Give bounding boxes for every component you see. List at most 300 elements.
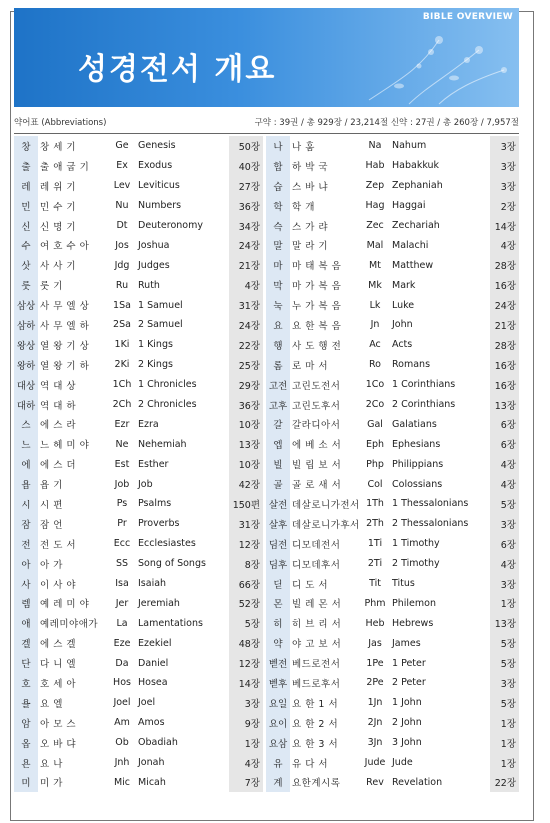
book-abbr-ko: 골 [266, 474, 290, 494]
chapter-count: 8장 [229, 554, 263, 574]
book-name-en: Ezra [138, 418, 159, 430]
book-abbr-ko: 암 [14, 713, 38, 733]
book-row [266, 216, 519, 236]
book-abbr-en: Zec [360, 216, 390, 236]
book-name-ko: 사 사 기 [40, 261, 77, 273]
book-name-ko: 말 라 기 [292, 241, 329, 253]
book-abbr-ko: 애 [14, 613, 38, 633]
book-row [14, 136, 263, 156]
book-abbr-en: Tit [360, 574, 390, 594]
title-banner [14, 8, 519, 107]
book-row [14, 156, 263, 176]
book-name-en: 3 John [392, 737, 422, 749]
book-abbr-en: Mt [360, 255, 390, 275]
book-abbr-en: Ne [108, 434, 136, 454]
book-abbr-en: Jer [108, 593, 136, 613]
book-name-ko: 빌 립 보 서 [292, 460, 342, 472]
book-name-ko: 마 태 복 음 [292, 261, 342, 273]
book-row [14, 315, 263, 335]
chapter-count: 13장 [490, 613, 519, 633]
book-abbr-en: Hab [360, 156, 390, 176]
book-name-en: Proverbs [138, 518, 180, 530]
book-row [266, 613, 519, 633]
book-abbr-en: Isa [108, 574, 136, 594]
book-row [266, 593, 519, 613]
book-abbr-ko: 왕상 [14, 335, 38, 355]
chapter-count: 1장 [490, 713, 519, 733]
book-name-en: Nehemiah [138, 438, 187, 450]
chapter-count: 36장 [229, 395, 263, 415]
book-abbr-ko: 요이 [266, 713, 290, 733]
chapter-count: 4장 [229, 275, 263, 295]
book-abbr-en: Ps [108, 494, 136, 514]
book-abbr-ko: 창 [14, 136, 38, 156]
book-row [266, 315, 519, 335]
book-name-ko: 스 가 랴 [292, 221, 329, 233]
book-abbr-ko: 슥 [266, 216, 290, 236]
book-row [266, 534, 519, 554]
book-abbr-en: Col [360, 474, 390, 494]
chapter-count: 4장 [229, 753, 263, 773]
meta-bar [14, 116, 519, 130]
book-name-en: 2 Samuel [138, 319, 183, 331]
book-name-en: 2 Peter [392, 677, 426, 689]
book-name-ko: 요 한 3 서 [292, 738, 339, 750]
book-abbr-en: Jude [360, 753, 390, 773]
book-abbr-en: Job [108, 474, 136, 494]
book-counts: 구약 : 39권 / 총 929장 / 23,214절 신약 : 27권 / 총 260장 / 7,957절 [254, 118, 519, 128]
book-name-ko: 히 브 리 서 [292, 619, 342, 631]
book-name-en: Zephaniah [392, 180, 443, 192]
banner-tag: BIBLE OVERVIEW [422, 12, 513, 22]
book-abbr-ko: 민 [14, 196, 38, 216]
book-row [266, 395, 519, 415]
chapter-count: 29장 [229, 375, 263, 395]
chapter-count: 2장 [490, 196, 519, 216]
book-name-en: Judges [138, 259, 170, 271]
book-name-ko: 역 대 하 [40, 400, 77, 412]
book-name-ko: 전 도 서 [40, 539, 77, 551]
book-abbr-ko: 히 [266, 613, 290, 633]
chapter-count: 21장 [229, 255, 263, 275]
book-name-en: 1 Timothy [392, 538, 440, 550]
chapter-count: 4장 [490, 235, 519, 255]
book-row [266, 494, 519, 514]
book-row [266, 633, 519, 653]
floral-decoration-icon [359, 30, 509, 106]
book-name-ko: 출 애 굽 기 [40, 161, 90, 173]
book-row [266, 693, 519, 713]
book-name-ko: 데살로니가전서 [292, 499, 360, 511]
book-row [14, 196, 263, 216]
chapter-count: 40장 [229, 156, 263, 176]
book-row [266, 454, 519, 474]
book-row [266, 713, 519, 733]
book-name-ko: 골 로 새 서 [292, 480, 342, 492]
book-name-ko: 아 가 [40, 559, 63, 571]
book-abbr-ko: 요일 [266, 693, 290, 713]
chapter-count: 5장 [490, 494, 519, 514]
book-abbr-ko: 출 [14, 156, 38, 176]
book-abbr-ko: 학 [266, 196, 290, 216]
book-abbr-en: Hag [360, 196, 390, 216]
chapter-count: 24장 [490, 295, 519, 315]
book-abbr-ko: 왕하 [14, 355, 38, 375]
book-row [266, 295, 519, 315]
book-abbr-ko: 빌 [266, 454, 290, 474]
book-abbr-ko: 에 [14, 454, 38, 474]
book-name-ko: 야 고 보 서 [292, 639, 342, 651]
book-name-en: Deuteronomy [138, 220, 203, 231]
book-row [266, 235, 519, 255]
book-abbr-ko: 겔 [14, 633, 38, 653]
book-row [14, 713, 263, 733]
book-row [14, 673, 263, 693]
book-abbr-ko: 욥 [14, 474, 38, 494]
book-abbr-ko: 삼상 [14, 295, 38, 315]
chapter-count: 50장 [229, 136, 263, 156]
book-name-ko: 누 가 복 음 [292, 301, 342, 313]
book-abbr-en: 2Jn [360, 713, 390, 733]
book-name-en: 1 Thessalonians [392, 498, 469, 510]
chapter-count: 3장 [490, 574, 519, 594]
book-name-en: Hosea [138, 677, 168, 689]
book-row [14, 176, 263, 196]
book-name-en: Hebrews [392, 617, 434, 629]
book-abbr-en: Joel [108, 693, 136, 713]
book-name-ko: 사 도 행 전 [292, 340, 342, 352]
book-abbr-ko: 눅 [266, 295, 290, 315]
book-name-en: Jonah [138, 757, 165, 769]
chapter-count: 48장 [229, 633, 263, 653]
chapter-count: 5장 [490, 653, 519, 673]
book-abbr-ko: 렘 [14, 593, 38, 613]
book-abbr-ko: 살전 [266, 494, 290, 514]
book-name-ko: 디 도 서 [292, 579, 329, 591]
book-abbr-ko: 호 [14, 673, 38, 693]
book-name-en: Amos [138, 717, 165, 729]
chapter-count: 31장 [229, 514, 263, 534]
book-abbr-ko: 고전 [266, 375, 290, 395]
book-row [14, 574, 263, 594]
book-name-en: Song of Songs [138, 558, 206, 570]
book-name-ko: 호 세 아 [40, 678, 77, 690]
book-abbr-en: Da [108, 653, 136, 673]
book-name-ko: 디모데후서 [292, 559, 341, 571]
book-name-en: Genesis [138, 140, 176, 152]
book-abbr-en: Jn [360, 315, 390, 335]
book-name-ko: 역 대 상 [40, 380, 77, 392]
book-name-ko: 에 스 라 [40, 420, 77, 432]
book-abbr-en: 1Ch [108, 375, 136, 395]
chapter-count: 42장 [229, 474, 263, 494]
book-abbr-en: Jas [360, 633, 390, 653]
book-name-ko: 마 가 복 음 [292, 281, 342, 293]
book-abbr-en: Ob [108, 733, 136, 753]
book-row [266, 414, 519, 434]
book-name-ko: 요 나 [40, 758, 63, 770]
book-abbr-ko: 습 [266, 176, 290, 196]
book-name-ko: 요한계시록 [292, 778, 341, 790]
chapter-count: 3장 [490, 176, 519, 196]
book-abbr-ko: 전 [14, 534, 38, 554]
chapter-count: 4장 [490, 554, 519, 574]
book-abbr-ko: 딤전 [266, 534, 290, 554]
chapter-count: 13장 [490, 395, 519, 415]
book-name-ko: 룻 기 [40, 281, 63, 293]
chapter-count: 6장 [490, 534, 519, 554]
book-name-en: Leviticus [138, 180, 180, 192]
book-row [266, 554, 519, 574]
book-name-ko: 에 스 더 [40, 460, 77, 472]
book-abbr-ko: 단 [14, 653, 38, 673]
page-title: 성경전서 개요 [78, 52, 277, 87]
book-abbr-ko: 엡 [266, 434, 290, 454]
book-name-ko: 빌 레 몬 서 [292, 599, 342, 611]
book-name-ko: 고린도후서 [292, 400, 341, 412]
book-name-en: Nahum [392, 140, 427, 152]
chapter-count: 34장 [229, 216, 263, 236]
book-name-ko: 고린도전서 [292, 380, 341, 392]
book-abbr-en: Ecc [108, 534, 136, 554]
book-row [14, 255, 263, 275]
book-abbr-ko: 딤후 [266, 554, 290, 574]
book-abbr-en: 2Sa [108, 315, 136, 335]
book-row [266, 673, 519, 693]
book-name-ko: 잠 언 [40, 519, 63, 531]
book-name-en: Philemon [392, 597, 436, 609]
book-name-ko: 아 모 스 [40, 718, 77, 730]
book-abbr-en: 3Jn [360, 733, 390, 753]
book-name-ko: 스 바 냐 [292, 181, 329, 193]
book-name-en: Haggai [392, 200, 426, 212]
book-abbr-ko: 벧후 [266, 673, 290, 693]
book-name-ko: 나 훔 [292, 141, 315, 153]
chapter-count: 21장 [490, 315, 519, 335]
book-row [14, 375, 263, 395]
book-name-en: Philippians [392, 458, 444, 470]
book-row [14, 355, 263, 375]
book-name-ko: 로 마 서 [292, 360, 329, 372]
book-name-en: Revelation [392, 776, 443, 788]
book-abbr-ko: 고후 [266, 395, 290, 415]
book-name-ko: 베드로전서 [292, 659, 341, 671]
chapter-count: 25장 [229, 355, 263, 375]
book-name-en: Daniel [138, 657, 169, 669]
book-abbr-ko: 삿 [14, 255, 38, 275]
chapter-count: 24장 [229, 235, 263, 255]
book-name-en: 1 Kings [138, 339, 173, 351]
book-row [14, 295, 263, 315]
book-row [14, 514, 263, 534]
book-abbr-en: Ro [360, 355, 390, 375]
chapter-count: 52장 [229, 593, 263, 613]
book-abbr-en: 1Sa [108, 295, 136, 315]
book-abbr-ko: 행 [266, 335, 290, 355]
book-name-en: Titus [392, 578, 415, 590]
chapter-count: 14장 [229, 673, 263, 693]
book-name-ko: 열 왕 기 상 [40, 340, 90, 352]
book-name-en: Galatians [392, 418, 437, 430]
chapter-count: 28장 [490, 335, 519, 355]
chapter-count: 36장 [229, 196, 263, 216]
book-abbr-en: Ex [108, 156, 136, 176]
new-testament-table [266, 136, 519, 792]
book-abbr-en: 2Co [360, 395, 390, 415]
chapter-count: 3장 [490, 673, 519, 693]
book-abbr-ko: 마 [266, 255, 290, 275]
book-abbr-ko: 나 [266, 136, 290, 156]
chapter-count: 27장 [229, 176, 263, 196]
chapter-count: 5장 [490, 693, 519, 713]
book-abbr-en: 2Pe [360, 673, 390, 693]
chapter-count: 66장 [229, 574, 263, 594]
chapter-count: 4장 [490, 454, 519, 474]
book-abbr-ko: 욜 [14, 693, 38, 713]
book-name-en: Ruth [138, 279, 160, 291]
chapter-count: 5장 [229, 613, 263, 633]
chapter-count: 14장 [490, 216, 519, 236]
book-abbr-en: Phm [360, 593, 390, 613]
book-name-ko: 예레미야애가 [40, 619, 99, 631]
book-abbr-ko: 딛 [266, 574, 290, 594]
book-abbr-en: Heb [360, 613, 390, 633]
book-name-en: 2 Chronicles [138, 399, 197, 411]
book-name-en: Joshua [138, 239, 170, 251]
book-abbr-ko: 시 [14, 494, 38, 514]
book-row [266, 434, 519, 454]
book-abbr-ko: 계 [266, 773, 290, 793]
book-name-ko: 레 위 기 [40, 181, 77, 193]
book-row [266, 275, 519, 295]
book-row [14, 395, 263, 415]
book-abbr-ko: 욘 [14, 753, 38, 773]
header-rule [14, 133, 519, 134]
book-row [14, 773, 263, 793]
book-name-en: 2 Corinthians [392, 399, 456, 411]
book-name-ko: 이 사 야 [40, 579, 77, 591]
chapter-count: 6장 [490, 414, 519, 434]
book-abbr-ko: 유 [266, 753, 290, 773]
book-abbr-en: 1Ti [360, 534, 390, 554]
book-name-en: Isaiah [138, 578, 167, 590]
book-row [14, 235, 263, 255]
book-abbr-en: Rev [360, 773, 390, 793]
book-abbr-en: Jnh [108, 753, 136, 773]
book-name-en: Lamentations [138, 617, 203, 629]
book-name-en: 2 Timothy [392, 558, 440, 570]
book-abbr-ko: 스 [14, 414, 38, 434]
book-row [14, 733, 263, 753]
book-abbr-en: SS [108, 554, 136, 574]
book-row [14, 554, 263, 574]
book-name-en: Numbers [138, 200, 182, 212]
book-name-en: 2 John [392, 717, 422, 729]
book-name-ko: 사 무 엘 하 [40, 320, 90, 332]
book-row [266, 653, 519, 673]
book-abbr-en: 1Ki [108, 335, 136, 355]
book-abbr-en: 1Th [360, 494, 390, 514]
book-abbr-ko: 대하 [14, 395, 38, 415]
book-row [14, 474, 263, 494]
book-name-ko: 요 한 2 서 [292, 718, 339, 730]
book-name-ko: 시 편 [40, 499, 63, 511]
book-name-en: 1 Corinthians [392, 379, 456, 391]
book-name-en: Acts [392, 339, 413, 351]
book-abbr-ko: 레 [14, 176, 38, 196]
book-abbr-en: Hos [108, 673, 136, 693]
book-abbr-ko: 갈 [266, 414, 290, 434]
book-name-en: 2 Thessalonians [392, 518, 469, 530]
chapter-count: 3장 [229, 693, 263, 713]
chapter-count: 3장 [490, 514, 519, 534]
book-abbr-ko: 미 [14, 773, 38, 793]
book-abbr-en: Zep [360, 176, 390, 196]
book-name-ko: 요 한 1 서 [292, 698, 339, 710]
chapter-count: 9장 [229, 713, 263, 733]
book-name-en: Exodus [138, 160, 173, 172]
book-abbr-en: 1Jn [360, 693, 390, 713]
book-name-ko: 여 호 수 아 [40, 241, 90, 253]
book-abbr-ko: 잠 [14, 514, 38, 534]
chapter-count: 7장 [229, 773, 263, 793]
book-abbr-en: 1Pe [360, 653, 390, 673]
book-name-en: Matthew [392, 259, 434, 271]
book-abbr-en: Est [108, 454, 136, 474]
book-name-en: James [392, 637, 421, 649]
chapter-count: 6장 [490, 434, 519, 454]
book-abbr-en: Mal [360, 235, 390, 255]
chapter-count: 12장 [229, 653, 263, 673]
book-name-en: 1 Samuel [138, 299, 183, 311]
book-name-en: Ezekiel [138, 637, 172, 649]
book-row [14, 534, 263, 554]
book-name-ko: 갈라디아서 [292, 420, 341, 432]
book-abbr-en: 2Ki [108, 355, 136, 375]
book-abbr-ko: 신 [14, 216, 38, 236]
chapter-count: 5장 [490, 633, 519, 653]
book-name-ko: 에 스 겔 [40, 639, 77, 651]
book-row [14, 494, 263, 514]
book-name-en: Luke [392, 299, 415, 311]
book-abbr-ko: 말 [266, 235, 290, 255]
book-name-ko: 열 왕 기 하 [40, 360, 90, 372]
book-name-en: Colossians [392, 478, 443, 490]
book-row [266, 474, 519, 494]
chapter-count: 1장 [490, 593, 519, 613]
book-row [266, 156, 519, 176]
book-name-ko: 신 명 기 [40, 221, 77, 233]
chapter-count: 1장 [229, 733, 263, 753]
book-row [266, 176, 519, 196]
book-name-ko: 미 가 [40, 778, 63, 790]
book-name-en: Ephesians [392, 438, 441, 450]
book-row [14, 414, 263, 434]
book-abbr-en: Ezr [108, 414, 136, 434]
book-abbr-en: Lk [360, 295, 390, 315]
book-abbr-en: Ge [108, 136, 136, 156]
book-name-en: 2 Kings [138, 359, 173, 371]
book-abbr-ko: 막 [266, 275, 290, 295]
book-abbr-ko: 룻 [14, 275, 38, 295]
chapter-count: 16장 [490, 355, 519, 375]
chapter-count: 16장 [490, 275, 519, 295]
book-name-en: Obadiah [138, 737, 178, 749]
book-row [14, 216, 263, 236]
book-name-en: Micah [138, 776, 166, 788]
chapter-count: 4장 [490, 474, 519, 494]
chapter-count: 10장 [229, 414, 263, 434]
